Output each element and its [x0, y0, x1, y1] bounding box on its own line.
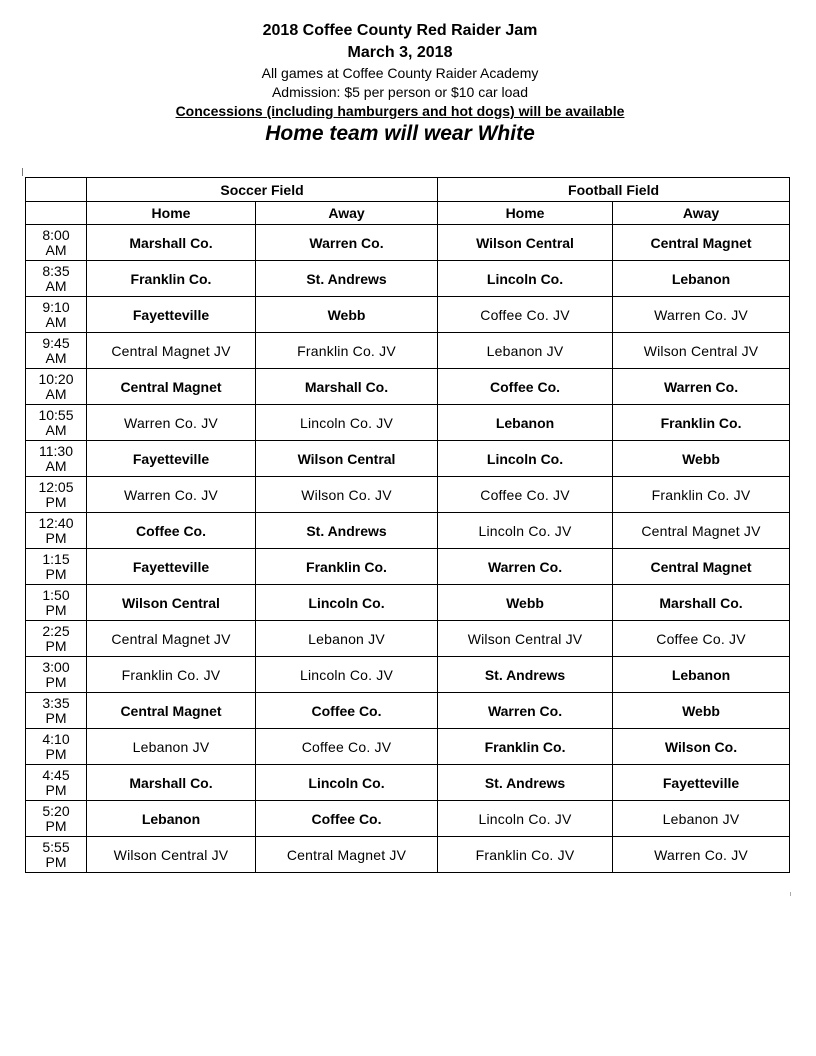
soccer-away-team: Marshall Co. — [256, 369, 438, 405]
table-row — [26, 801, 790, 837]
football-away-team: Lebanon JV — [613, 801, 790, 837]
table-row — [26, 477, 790, 513]
time-period: PM — [45, 601, 67, 618]
time-cell — [26, 621, 87, 657]
time-period: AM — [45, 457, 67, 474]
soccer-away-team: Wilson Co. JV — [256, 477, 438, 513]
time-cell — [26, 657, 87, 693]
football-away-team: Wilson Central JV — [613, 333, 790, 369]
football-home-team: Coffee Co. JV — [438, 477, 613, 513]
soccer-away-team: Lincoln Co. JV — [256, 405, 438, 441]
document-header — [0, 20, 800, 148]
football-home-team: Franklin Co. — [438, 729, 613, 765]
football-home-team: Warren Co. — [438, 693, 613, 729]
time-cell — [26, 837, 87, 873]
time-cell — [26, 693, 87, 729]
football-home-team: Lincoln Co. JV — [438, 513, 613, 549]
table-row — [26, 369, 790, 405]
time-period: AM — [45, 385, 67, 402]
time-cell — [26, 441, 87, 477]
time-period: PM — [45, 529, 67, 546]
football-away-team: Central Magnet — [613, 225, 790, 261]
soccer-home-team: Wilson Central JV — [87, 837, 256, 873]
soccer-home-team: Coffee Co. — [87, 513, 256, 549]
table-row — [26, 693, 790, 729]
time-cell — [26, 513, 87, 549]
soccer-home-team: Franklin Co. JV — [87, 657, 256, 693]
time-period: AM — [45, 313, 67, 330]
soccer-home-header: Home — [87, 202, 256, 225]
time-value: 11:30 — [39, 442, 73, 459]
corner-cell — [26, 202, 87, 225]
schedule-table — [25, 177, 790, 873]
event-title: 2018 Coffee County Red Raider Jam — [262, 22, 538, 39]
football-field-header: Football Field — [438, 178, 790, 202]
football-away-team: Fayetteville — [613, 765, 790, 801]
football-away-team: Lebanon — [613, 261, 790, 297]
football-home-team: Lincoln Co. — [438, 261, 613, 297]
time-value: 4:10 — [42, 730, 70, 747]
table-row — [26, 405, 790, 441]
time-period: PM — [45, 673, 67, 690]
soccer-away-team: Lincoln Co. JV — [256, 657, 438, 693]
soccer-home-team: Lebanon — [87, 801, 256, 837]
football-away-team: Webb — [613, 441, 790, 477]
soccer-away-team: St. Andrews — [256, 513, 438, 549]
football-away-team: Webb — [613, 693, 790, 729]
soccer-away-team: Franklin Co. — [256, 549, 438, 585]
football-home-team: Lebanon — [438, 405, 613, 441]
time-value: 12:05 — [38, 478, 74, 495]
football-home-team: St. Andrews — [438, 657, 613, 693]
home-away-header-row — [26, 202, 790, 225]
margin-mark — [790, 892, 791, 896]
margin-mark — [22, 168, 23, 176]
soccer-home-team: Central Magnet JV — [87, 333, 256, 369]
time-value: 9:10 — [42, 298, 70, 315]
football-home-team: Coffee Co. — [438, 369, 613, 405]
time-period: PM — [45, 493, 67, 510]
football-away-team: Franklin Co. JV — [613, 477, 790, 513]
soccer-home-team: Marshall Co. — [87, 765, 256, 801]
event-date: March 3, 2018 — [347, 44, 453, 61]
table-row — [26, 297, 790, 333]
time-cell — [26, 477, 87, 513]
table-row — [26, 261, 790, 297]
soccer-away-team: Franklin Co. JV — [256, 333, 438, 369]
time-period: PM — [45, 817, 67, 834]
time-cell — [26, 765, 87, 801]
soccer-away-team: Coffee Co. JV — [256, 729, 438, 765]
football-away-header: Away — [613, 202, 790, 225]
football-home-team: St. Andrews — [438, 765, 613, 801]
field-header-row — [26, 178, 790, 202]
time-cell — [26, 369, 87, 405]
football-away-team: Franklin Co. — [613, 405, 790, 441]
soccer-home-team: Central Magnet JV — [87, 621, 256, 657]
soccer-away-team: Lincoln Co. — [256, 765, 438, 801]
time-cell — [26, 297, 87, 333]
football-away-team: Coffee Co. JV — [613, 621, 790, 657]
soccer-away-team: Lincoln Co. — [256, 585, 438, 621]
time-cell — [26, 261, 87, 297]
table-row — [26, 333, 790, 369]
table-row — [26, 513, 790, 549]
time-cell — [26, 729, 87, 765]
time-period: PM — [45, 745, 67, 762]
time-value: 2:25 — [42, 622, 70, 639]
soccer-home-team: Warren Co. JV — [87, 477, 256, 513]
time-cell — [26, 405, 87, 441]
table-row — [26, 621, 790, 657]
time-period: PM — [45, 637, 67, 654]
time-period: PM — [45, 709, 67, 726]
admission-info: Admission: $5 per person or $10 car load — [271, 84, 529, 100]
soccer-home-team: Marshall Co. — [87, 225, 256, 261]
football-home-team: Lincoln Co. — [438, 441, 613, 477]
football-home-header: Home — [438, 202, 613, 225]
time-value: 1:50 — [42, 586, 70, 603]
time-period: PM — [45, 781, 67, 798]
time-cell — [26, 333, 87, 369]
football-away-team: Marshall Co. — [613, 585, 790, 621]
time-cell — [26, 225, 87, 261]
table-row — [26, 729, 790, 765]
time-period: AM — [45, 241, 67, 258]
time-value: 10:55 — [38, 406, 74, 423]
soccer-home-team: Central Magnet — [87, 693, 256, 729]
time-value: 8:35 — [42, 262, 70, 279]
football-home-team: Lincoln Co. JV — [438, 801, 613, 837]
soccer-home-team: Lebanon JV — [87, 729, 256, 765]
event-location: All games at Coffee County Raider Academy — [261, 65, 539, 81]
time-value: 5:55 — [42, 838, 70, 855]
time-cell — [26, 549, 87, 585]
corner-cell — [26, 178, 87, 202]
table-row — [26, 765, 790, 801]
football-home-team: Wilson Central JV — [438, 621, 613, 657]
football-away-team: Central Magnet — [613, 549, 790, 585]
soccer-home-team: Fayetteville — [87, 297, 256, 333]
football-home-team: Wilson Central — [438, 225, 613, 261]
time-value: 8:00 — [42, 226, 70, 243]
time-value: 3:00 — [42, 658, 70, 675]
soccer-home-team: Fayetteville — [87, 441, 256, 477]
soccer-away-team: Coffee Co. — [256, 801, 438, 837]
uniform-note: Home team will wear White — [265, 122, 535, 145]
time-value: 4:45 — [42, 766, 70, 783]
table-row — [26, 837, 790, 873]
soccer-away-team: Wilson Central — [256, 441, 438, 477]
football-home-team: Franklin Co. JV — [438, 837, 613, 873]
football-away-team: Lebanon — [613, 657, 790, 693]
soccer-away-team: Coffee Co. — [256, 693, 438, 729]
time-period: AM — [45, 349, 67, 366]
soccer-home-team: Warren Co. JV — [87, 405, 256, 441]
football-home-team: Webb — [438, 585, 613, 621]
football-home-team: Coffee Co. JV — [438, 297, 613, 333]
soccer-away-team: Webb — [256, 297, 438, 333]
soccer-away-team: Lebanon JV — [256, 621, 438, 657]
football-home-team: Lebanon JV — [438, 333, 613, 369]
football-away-team: Warren Co. JV — [613, 297, 790, 333]
soccer-home-team: Central Magnet — [87, 369, 256, 405]
football-away-team: Warren Co. JV — [613, 837, 790, 873]
football-away-team: Central Magnet JV — [613, 513, 790, 549]
table-row — [26, 441, 790, 477]
time-value: 10:20 — [38, 370, 74, 387]
football-away-team: Wilson Co. — [613, 729, 790, 765]
table-row — [26, 549, 790, 585]
time-value: 3:35 — [42, 694, 70, 711]
soccer-home-team: Fayetteville — [87, 549, 256, 585]
table-row — [26, 585, 790, 621]
table-row — [26, 225, 790, 261]
soccer-home-team: Wilson Central — [87, 585, 256, 621]
time-period: AM — [45, 421, 67, 438]
time-period: PM — [45, 853, 67, 870]
soccer-away-team: Central Magnet JV — [256, 837, 438, 873]
time-value: 1:15 — [42, 550, 70, 567]
soccer-away-team: St. Andrews — [256, 261, 438, 297]
time-period: AM — [45, 277, 67, 294]
soccer-away-team: Warren Co. — [256, 225, 438, 261]
football-away-team: Warren Co. — [613, 369, 790, 405]
concessions-info: Concessions (including hamburgers and hot dogs) will be available — [175, 103, 625, 119]
time-cell — [26, 585, 87, 621]
time-cell — [26, 801, 87, 837]
football-home-team: Warren Co. — [438, 549, 613, 585]
time-value: 5:20 — [42, 802, 70, 819]
time-value: 12:40 — [38, 514, 74, 531]
soccer-away-header: Away — [256, 202, 438, 225]
soccer-field-header: Soccer Field — [87, 178, 438, 202]
table-row — [26, 657, 790, 693]
time-period: PM — [45, 565, 67, 582]
time-value: 9:45 — [42, 334, 70, 351]
soccer-home-team: Franklin Co. — [87, 261, 256, 297]
